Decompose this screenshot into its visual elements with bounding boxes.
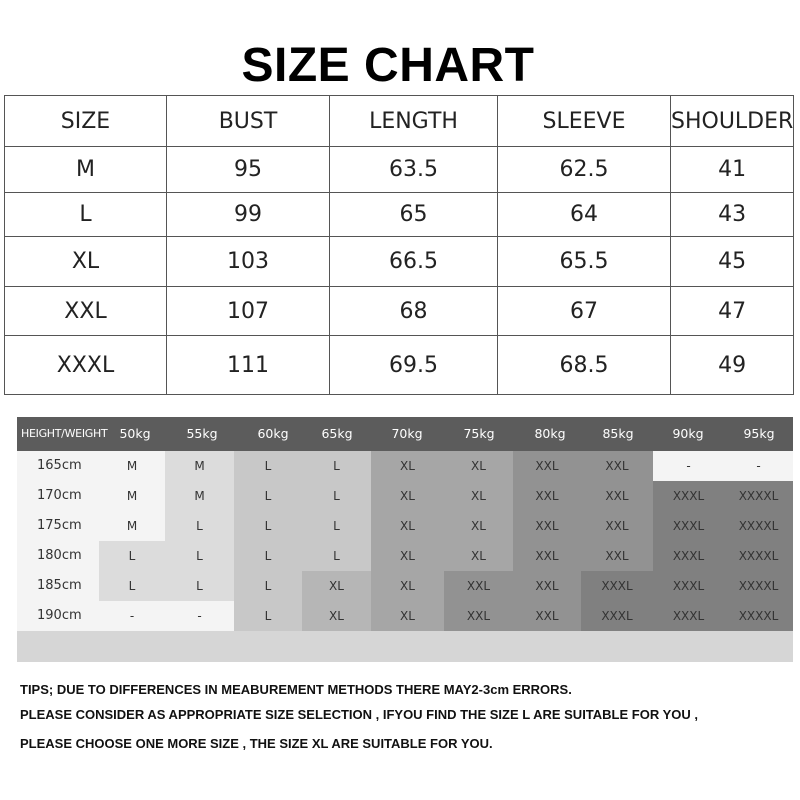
height-weight-header xyxy=(17,417,793,451)
size-table xyxy=(4,95,794,395)
table-cell: 69.5 xyxy=(330,336,498,395)
table-row xyxy=(5,147,794,193)
size-cell: L xyxy=(302,511,371,541)
table-cell: 68 xyxy=(330,287,498,336)
weight-header: 65kg xyxy=(321,426,353,441)
size-cell: M xyxy=(165,481,234,511)
weight-header: 70kg xyxy=(391,426,423,441)
table-cell: XXXL xyxy=(5,336,167,395)
size-cell: XL xyxy=(371,601,444,631)
size-cell: XXL xyxy=(581,511,653,541)
weight-header: 55kg xyxy=(186,426,218,441)
size-cell: XXXXL xyxy=(724,601,793,631)
size-cell: XXXXL xyxy=(724,511,793,541)
weight-header: 75kg xyxy=(463,426,495,441)
tip-line: TIPS; DUE TO DIFFERENCES IN MEABUREMENT METHODS THERE MAY2-3cm ERRORS. xyxy=(20,682,572,697)
size-cell: XXL xyxy=(581,451,653,481)
size-cell: L xyxy=(165,571,234,601)
table-cell: 41 xyxy=(671,147,794,193)
table-cell: 65.5 xyxy=(498,237,671,287)
size-cell: XL xyxy=(371,451,444,481)
size-cell: XXXL xyxy=(653,481,724,511)
size-cell: XL xyxy=(371,571,444,601)
table-cell: 45 xyxy=(671,237,794,287)
size-cell: XXL xyxy=(513,601,581,631)
table-cell: 64 xyxy=(498,193,671,237)
size-cell: L xyxy=(302,541,371,571)
table-cell: 107 xyxy=(167,287,330,336)
size-cell: XXL xyxy=(581,481,653,511)
table-cell: XL xyxy=(5,237,167,287)
size-cell: XXXL xyxy=(653,571,724,601)
size-cell: XXL xyxy=(513,511,581,541)
size-cell: XL xyxy=(302,571,371,601)
weight-header: 80kg xyxy=(534,426,566,441)
table-cell: 66.5 xyxy=(330,237,498,287)
table-row xyxy=(5,336,794,395)
table-row xyxy=(5,287,794,336)
size-cell: L xyxy=(302,451,371,481)
size-cell: XXL xyxy=(444,571,513,601)
size-cell: XXXL xyxy=(653,511,724,541)
page-title: SIZE CHART xyxy=(241,39,535,92)
size-cell: M xyxy=(165,451,234,481)
header-cell: BUST xyxy=(167,96,330,147)
size-cell: L xyxy=(99,571,165,601)
size-cell: XXL xyxy=(513,451,581,481)
weight-header: 60kg xyxy=(257,426,289,441)
size-cell: XL xyxy=(302,601,371,631)
table-cell: 65 xyxy=(330,193,498,237)
size-cell: XXL xyxy=(581,541,653,571)
size-cell: XXXXL xyxy=(724,571,793,601)
size-cell: L xyxy=(234,451,302,481)
table-cell: 95 xyxy=(167,147,330,193)
size-cell: - xyxy=(99,601,165,631)
size-cell: L xyxy=(302,481,371,511)
size-cell: XL xyxy=(444,541,513,571)
tip-line: PLEASE CHOOSE ONE MORE SIZE , THE SIZE XL ARE SUITABLE FOR YOU. xyxy=(20,736,493,751)
size-cell: L xyxy=(234,511,302,541)
size-cell: - xyxy=(165,601,234,631)
table-cell: M xyxy=(5,147,167,193)
weight-header: 95kg xyxy=(743,426,775,441)
size-cell: XL xyxy=(371,481,444,511)
table-cell: 47 xyxy=(671,287,794,336)
table-cell: XXL xyxy=(5,287,167,336)
size-cell: XXXXL xyxy=(724,481,793,511)
weight-header: 90kg xyxy=(672,426,704,441)
height-label: 165cm xyxy=(17,451,99,481)
table-cell: 103 xyxy=(167,237,330,287)
size-cell: XXL xyxy=(513,481,581,511)
size-cell: XL xyxy=(371,541,444,571)
size-cell: L xyxy=(165,511,234,541)
weight-header: 50kg xyxy=(119,426,151,441)
table-cell: L xyxy=(5,193,167,237)
size-cell: XL xyxy=(444,451,513,481)
weight-header: 85kg xyxy=(602,426,634,441)
height-label: 185cm xyxy=(17,571,99,601)
height-label: 190cm xyxy=(17,601,99,631)
size-cell: L xyxy=(99,541,165,571)
size-cell: XXL xyxy=(444,601,513,631)
size-cell: XXL xyxy=(513,571,581,601)
size-cell: XL xyxy=(371,511,444,541)
grid-footer-band xyxy=(17,631,793,662)
table-cell: 49 xyxy=(671,336,794,395)
size-cell: XXXL xyxy=(581,571,653,601)
table-cell: 43 xyxy=(671,193,794,237)
size-cell: XXXL xyxy=(581,601,653,631)
size-cell: XXXL xyxy=(653,541,724,571)
header-cell: SIZE xyxy=(5,96,167,147)
height-weight-label: HEIGHT/WEIGHT xyxy=(21,427,108,440)
size-cell: M xyxy=(99,481,165,511)
size-table-header xyxy=(5,96,794,147)
height-label: 175cm xyxy=(17,511,99,541)
tip-line: PLEASE CONSIDER AS APPROPRIATE SIZE SELECTION , IFYOU FIND THE SIZE L ARE SUITABLE FOR YOU , xyxy=(20,707,698,722)
table-cell: 63.5 xyxy=(330,147,498,193)
table-cell: 99 xyxy=(167,193,330,237)
size-cell: XL xyxy=(444,481,513,511)
size-cell: L xyxy=(234,601,302,631)
table-row xyxy=(5,193,794,237)
size-cell: - xyxy=(653,451,724,481)
table-cell: 67 xyxy=(498,287,671,336)
height-weight-chart xyxy=(17,417,793,662)
size-cell: XXL xyxy=(513,541,581,571)
size-cell: L xyxy=(234,481,302,511)
size-cell: XL xyxy=(444,511,513,541)
size-cell: M xyxy=(99,451,165,481)
size-cell: L xyxy=(234,571,302,601)
table-cell: 62.5 xyxy=(498,147,671,193)
size-cell: L xyxy=(165,541,234,571)
size-cell: - xyxy=(724,451,793,481)
table-cell: 68.5 xyxy=(498,336,671,395)
header-cell: SHOULDER xyxy=(671,96,794,147)
size-cell: M xyxy=(99,511,165,541)
size-cell: XXXL xyxy=(653,601,724,631)
table-cell: 111 xyxy=(167,336,330,395)
height-label: 180cm xyxy=(17,541,99,571)
size-cell: XXXXL xyxy=(724,541,793,571)
size-cell: L xyxy=(234,541,302,571)
header-cell: SLEEVE xyxy=(498,96,671,147)
height-label: 170cm xyxy=(17,481,99,511)
header-cell: LENGTH xyxy=(330,96,498,147)
table-row xyxy=(5,237,794,287)
